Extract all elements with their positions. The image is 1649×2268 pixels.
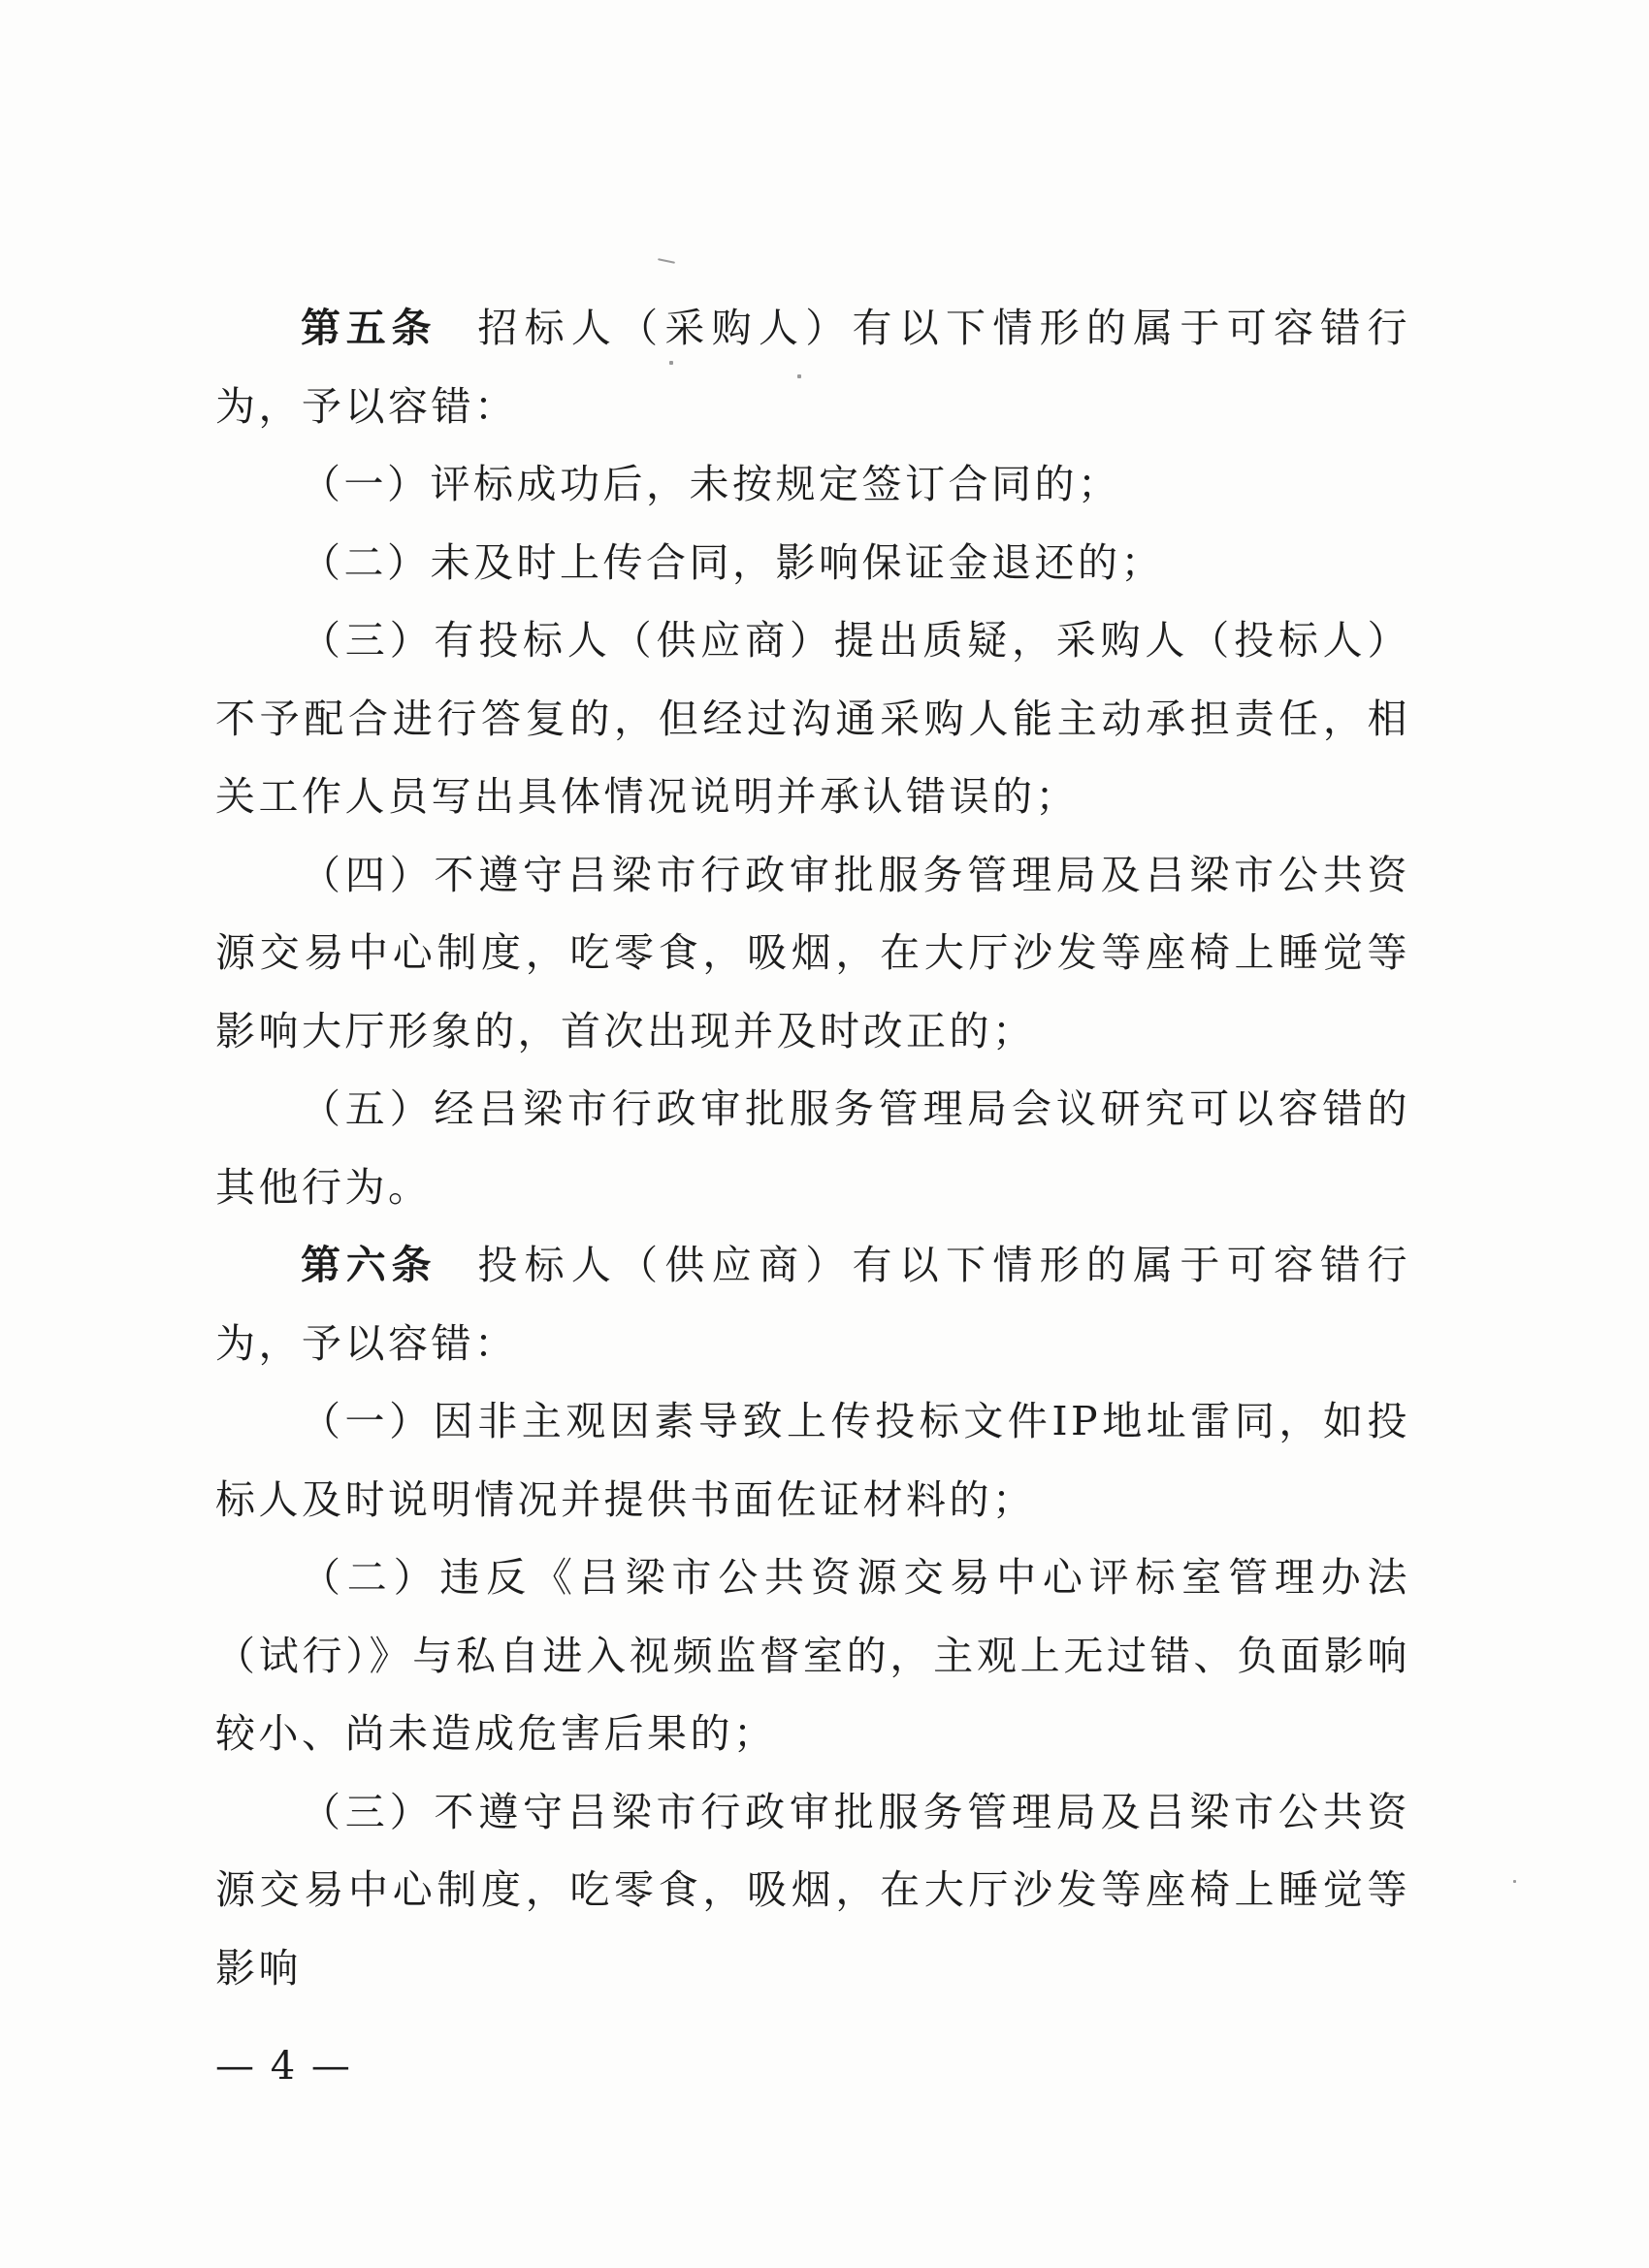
- article-5-label: 第五条: [301, 305, 437, 351]
- article-5-item-4: （四）不遵守吕梁市行政审批服务管理局及吕梁市公共资源交易中心制度，吃零食，吸烟，在大厅沙发等座椅上睡觉等影响大厅形象的，首次出现并及时改正的；: [215, 851, 1410, 1054]
- article-6-item-3: （三）不遵守吕梁市行政审批服务管理局及吕梁市公共资源交易中心制度，吃零食，吸烟，在大厅沙发等座椅上睡觉等影响: [215, 1788, 1410, 1992]
- document-body: [215, 289, 1410, 2007]
- article-6-item-1: （一）因非主观因素导致上传投标文件IP地址雷同，如投标人及时说明情况并提供书面佐证材料的；: [215, 1398, 1410, 1523]
- article-5-intro: [215, 289, 1410, 445]
- article-5-item-5: （五）经吕梁市行政审批服务管理局会议研究可以容错的其他行为。: [215, 1085, 1410, 1211]
- article-5-item-2: （二）未及时上传合同，影响保证金退还的；: [301, 538, 1164, 586]
- article-5-intro-text: 招标人（采购人）有以下情形的属于可容错行为，予以容错：: [215, 305, 1411, 430]
- article-6-intro: [215, 1226, 1410, 1382]
- article-6-intro-text: 投标人（供应商）有以下情形的属于可容错行为，予以容错：: [215, 1242, 1411, 1367]
- article-5-item-3: （三）有投标人（供应商）提出质疑，采购人（投标人）不予配合进行答复的，但经过沟通采购人能主动承担责任，相关工作人员写出具体情况说明并承认错误的；: [215, 617, 1410, 820]
- scan-speck: [658, 258, 675, 264]
- article-6-item-2: （二）违反《吕梁市公共资源交易中心评标室管理办法（试行）》与私自进入视频监督室的，主观上无过错、负面影响较小、尚未造成危害后果的；: [215, 1554, 1410, 1757]
- article-6-label: 第六条: [301, 1242, 437, 1288]
- page-number: — 4 —: [215, 2044, 352, 2089]
- scan-speck: [1513, 1880, 1516, 1883]
- article-5-item-1: （一）评标成功后，未按规定签订合同的；: [301, 461, 1121, 507]
